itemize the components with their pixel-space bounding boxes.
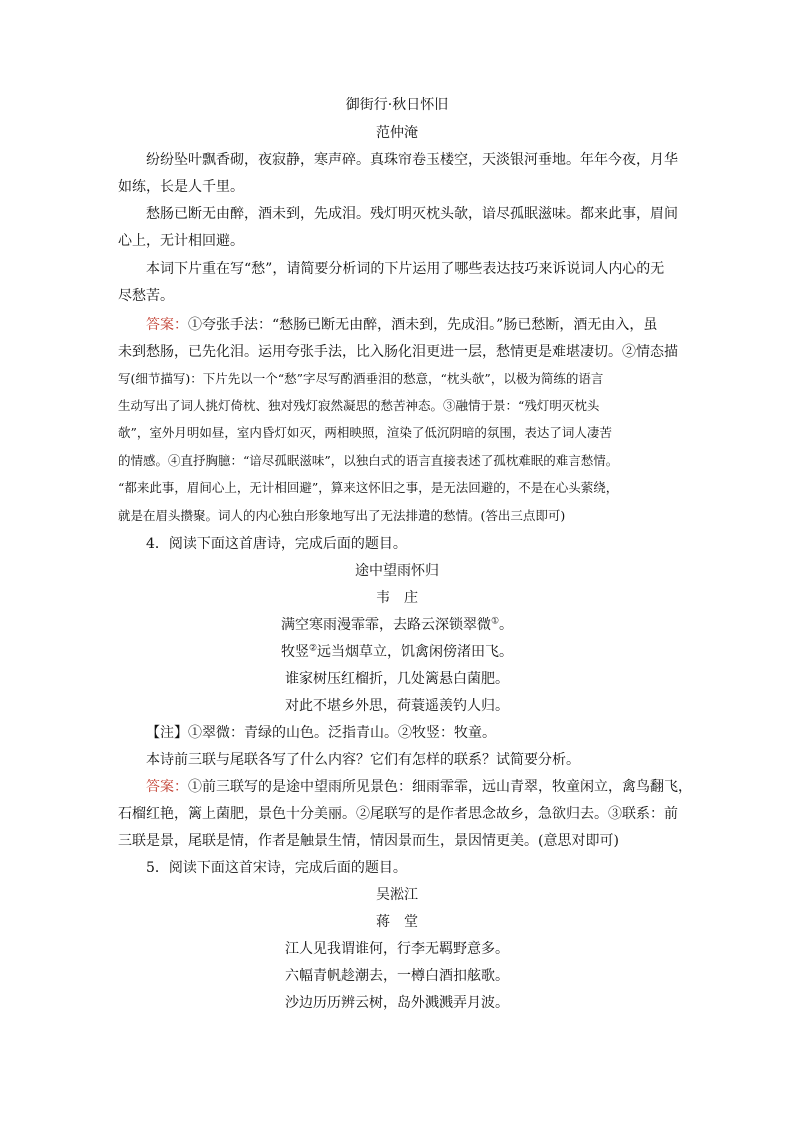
poem-verse: 牧竖②远当烟草立，饥禽闲傍渚田飞。 — [280, 643, 514, 660]
answer-label: 答案： — [146, 779, 188, 795]
answer-line: 写(细节描写)：下片先以一个“愁”字尽写酌酒垂泪的愁意，“枕头欹”，以极为简练的语言 — [118, 371, 604, 386]
poem-title: 途中望雨怀归 — [355, 563, 439, 579]
footnote-marker: ② — [308, 643, 318, 654]
poem-author: 蒋 堂 — [376, 914, 418, 930]
poem1-author: 范仲淹 — [376, 125, 418, 141]
poem-verse: 谁家树压红榴折，几处篱悬白菌肥。 — [285, 671, 509, 687]
poem-title: 吴淞江 — [376, 887, 418, 903]
poem-note: 【注】①翠微：青绿的山色。泛指青山。②牧竖：牧童。 — [146, 725, 496, 741]
answer-line: 生动写出了词人挑灯倚枕、独对残灯寂然凝思的愁苦神态。③融情于景：“残灯明灭枕头 — [118, 398, 600, 413]
poem-verse: 江人见我谓谁何，行李无羁野意多。 — [285, 941, 509, 957]
poem1-text-line: 纷纷坠叶飘香砌，夜寂静，寒声碎。真珠帘卷玉楼空，天淡银河垂地。年年今夜，月华 — [146, 152, 678, 168]
poem-author: 韦 庄 — [376, 590, 418, 606]
poem1-text-line: 愁肠已断无由醉，酒未到，先成泪。残灯明灭枕头欹，谙尽孤眠滋味。都来此事，眉间 — [146, 206, 678, 222]
answer-line: 未到愁肠，已先化泪。运用夸张手法，比入肠化泪更进一层，愁情更是难堪凄切。②情态描 — [118, 344, 678, 360]
answer-text: ①夸张手法：“愁肠已断无由醉，酒未到，先成泪。”肠已愁断，酒无由入，虽 — [188, 317, 658, 333]
question-text: 本词下片重在写“愁”，请简要分析词的下片运用了哪些表达技巧来诉说词人内心的无 — [146, 261, 665, 277]
answer-line: “都来此事，眉间心上，无计相回避”，算来这怀旧之事，是无法回避的，不是在心头萦绕， — [118, 480, 619, 495]
answer-line: 三联是景，尾联是情，作者是触景生情，情因景而生，景因情更美。(意思对即可) — [118, 833, 619, 849]
poem-verse: 满空寒雨漫霏霏，去路云深锁翠微①。 — [280, 616, 514, 633]
answer-line — [146, 314, 657, 336]
answer-line: 的情感。④直抒胸臆：“谙尽孤眠滋味”，以独白式的语言直接表述了孤枕难眠的难言愁情。 — [118, 453, 619, 468]
poem1-text-line: 如练，长是人千里。 — [118, 179, 244, 195]
answer-text: ①前三联写的是途中望雨所见景色：细雨霏霏，远山青翠，牧童闲立，禽鸟翻飞， — [188, 779, 692, 795]
footnote-marker: ① — [490, 616, 500, 627]
question-text: 尽愁苦。 — [118, 288, 174, 304]
question-heading: 5．阅读下面这首宋诗，完成后面的题目。 — [146, 860, 407, 876]
question-heading: 4．阅读下面这首唐诗，完成后面的题目。 — [146, 536, 407, 552]
question-text: 本诗前三联与尾联各写了什么内容？它们有怎样的联系？试简要分析。 — [146, 752, 580, 768]
poem-verse: 对此不堪乡外思，荷蓑遥羡钓人归。 — [285, 698, 509, 714]
poem1-title: 御街行·秋日怀旧 — [345, 97, 449, 113]
answer-line: 欹”，室外月明如昼，室内昏灯如灭，两相映照，渲染了低沉阴暗的氛围，表达了词人凄苦 — [118, 425, 612, 440]
answer-line: 石榴红艳，篱上菌肥，景色十分美丽。②尾联写的是作者思念故乡，急欲归去。③联系：前 — [118, 806, 678, 822]
poem-verse: 六幅青帆趁潮去，一樽白酒扣舷歌。 — [285, 968, 509, 984]
answer-line: 就是在眉头攒聚。词人的内心独白形象地写出了无法排遣的愁情。(答出三点即可) — [118, 508, 566, 523]
poem-verse: 沙边历历辨云树，岛外溅溅弄月波。 — [285, 995, 509, 1011]
answer-line — [146, 776, 692, 798]
answer-label: 答案： — [146, 317, 188, 333]
poem1-text-line: 心上，无计相回避。 — [118, 233, 244, 249]
